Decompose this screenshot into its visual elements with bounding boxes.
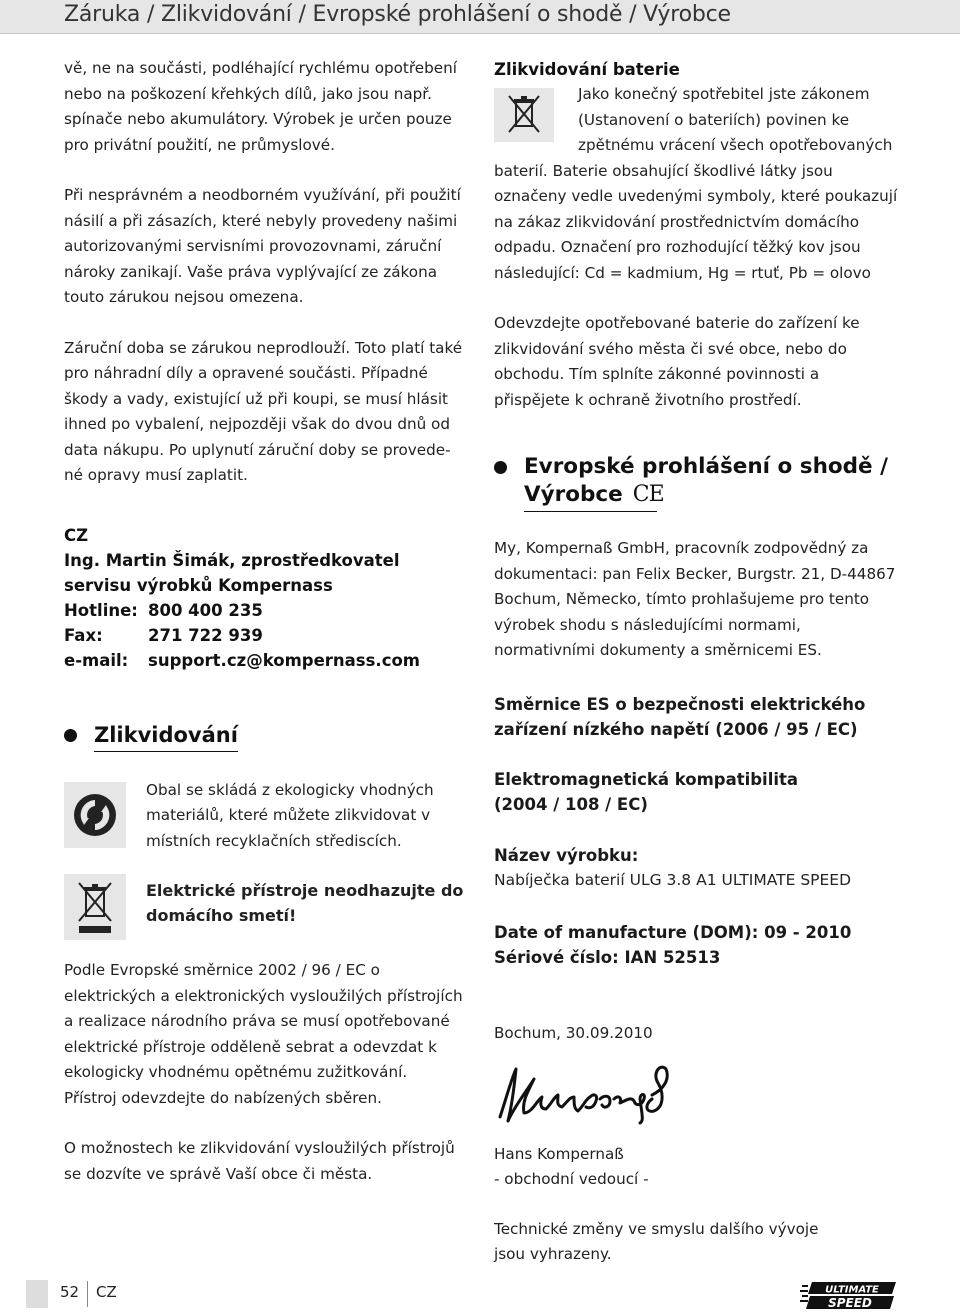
logo-line1: ULTIMATE [825,1284,879,1296]
packaging-text: Obal se skládá z ekologicky vhodných materiálů, které můžete zlikvidovat v místních recyklačních střediscích. [146,780,434,850]
green-dot-recycling-icon [64,782,126,848]
directive-emc: Elektromagnetická kompatibilita (2004 / 108 / EC) [494,769,799,814]
crossed-bin-icon [64,874,126,940]
page-header [0,0,960,34]
date-of-manufacture: Date of manufacture (DOM): 09 - 2010 [494,923,852,942]
warranty-paragraph-3: Záruční doba se zárukou neprodlouží. Toto platí také pro náhradní díly a opravené součásti. Případné škody a vady, existující už při koupi, se musí hlásit ihned po vybalení, nejpozději však do dvou dnů od data nákupu. Po uplynutí záruční doby se provede-né opravy musí zaplatit. [64,338,463,484]
contact-country: CZ [64,525,89,545]
page-marker [26,1280,48,1308]
ce-mark-icon: CE [632,482,664,507]
bullet-icon [494,461,507,474]
electric-warning: Elektrické přístroje neodhazujte do domácího smetí! [146,881,464,925]
page-footer [0,1277,960,1315]
signer-role: - obchodní vedoucí - [494,1170,649,1188]
weee-paragraph: Podle Evropské směrnice 2002 / 96 / EC o elektrických a elektronických vysloužilých přístrojích a realizace národního práva se musí opotřebované elektrické přístroje odděleně sebrat a odevzdat k ekologicky vhodnému opětnému zužitkování. Přístroj odevzdejte do nabízených sběren. [64,961,463,1107]
disposal-title: Zlikvidování [94,721,238,752]
battery-intro-text: Jako konečný spotřebitel jste zákonem (Ustanovení o bateriích) povinen ke zpětnému vrácení všech opotřebovaných [578,85,893,154]
disposal-info-paragraph: O možnostech ke zlikvidování vysloužilých přístrojů se dozvíte ve správě Vaší obce či města. [64,1139,455,1183]
manufacturer-title: Výrobce [524,482,623,507]
declaration-title-line2 [524,481,664,512]
battery-paragraph-1: baterií. Baterie obsahující škodlivé látky jsou označeny vedle uvedenými symboly, které poukazují na zákaz zlikvidování prostřednictvím domácího odpadu. Označení pro rozhodující těžký kov jsou následující: Cd = kadmium, Hg = rtuť, Pb = olovo [494,161,898,282]
header-title: Záruka / Zlikvidování / Evropské prohlášení o shodě / Výrobce [64,2,731,27]
bullet-icon [64,729,77,742]
hotline-value: 800 400 235 [148,600,263,620]
directive-low-voltage: Směrnice ES o bezpečnosti elektrického zařízení nízkého napětí (2006 / 95 / EC) [494,694,866,739]
warranty-paragraph-2: Při nesprávném a neodborném využívání, při použití násilí a při zásazích, které nebyly provedeny našimi autorizovanými servisními provozovnami, záruční nároky zanikají. Vaše práva vyplývající ze zákona touto zárukou nejsou omezena. [64,186,461,306]
place-and-date: Bochum, 30.09.2010 [494,1024,653,1042]
signer-name: Hans Kompernaß [494,1144,624,1163]
weee-block [64,874,464,940]
product-name-label: Název výrobku: [494,845,639,865]
disposal-heading [64,721,464,752]
serial-number: Sériové číslo: IAN 52513 [494,948,721,967]
declaration-heading [494,453,904,512]
logo-line2: SPEED [828,1296,872,1310]
battery-intro-block [494,82,904,159]
declaration-text: My, Kompernaß GmbH, pracovník zodpovědný za dokumentaci: pan Felix Becker, Burgstr. 21, D-44867 Bochum, Německo, tímto prohlašujeme pro tento výrobek shodu s následujícími normami, normativními dokumenty a směrnicemi ES. [494,539,896,659]
packaging-block [64,782,464,855]
battery-title: Zlikvidování baterie [494,60,680,79]
contact-hotline-row [64,598,464,623]
battery-paragraph-2: Odevzdejte opotřebované baterie do zařízení ke zlikvidování svého města či své obce, nebo do obchodu. Tím splníte zákonné povinnosti a přispějete k ochraně životního prostředí. [494,314,860,409]
contact-name-line2: servisu výrobků Kompernass [64,575,333,595]
warranty-paragraph-1: vě, ne na součásti, podléhající rychlému opotřebení nebo na poškození křehkých dílů, jako jsou např. spínače nebo akumulátory. Výrobek je určen pouze pro privátní použití, ne průmyslové. [64,59,457,154]
crossed-bin-icon [494,88,554,142]
hotline-label: Hotline: [64,600,138,620]
ultimate-speed-logo [800,1281,900,1311]
contact-fax-row [64,623,464,648]
email-label: e-mail: [64,650,129,670]
fax-value: 271 722 939 [148,625,263,645]
page-number: 52 [60,1283,80,1301]
product-name: Nabíječka baterií ULG 3.8 A1 ULTIMATE SPEED [494,870,852,889]
declaration-title-line1: Evropské prohlášení o shodě / [524,454,888,479]
technical-changes-note: Technické změny ve smyslu dalšího vývoje jsou vyhrazeny. [494,1219,819,1263]
left-column [64,56,464,1187]
contact-name-line1: Ing. Martin Šimák, zprostředkovatel [64,550,400,570]
contact-email-row [64,648,464,673]
right-column [494,56,904,1268]
email-value: support.cz@kompernass.com [148,650,421,670]
fax-label: Fax: [64,625,103,645]
page-language: CZ [96,1283,117,1301]
service-contact [64,523,464,673]
footer-divider [87,1281,88,1307]
signature-icon [494,1059,694,1129]
